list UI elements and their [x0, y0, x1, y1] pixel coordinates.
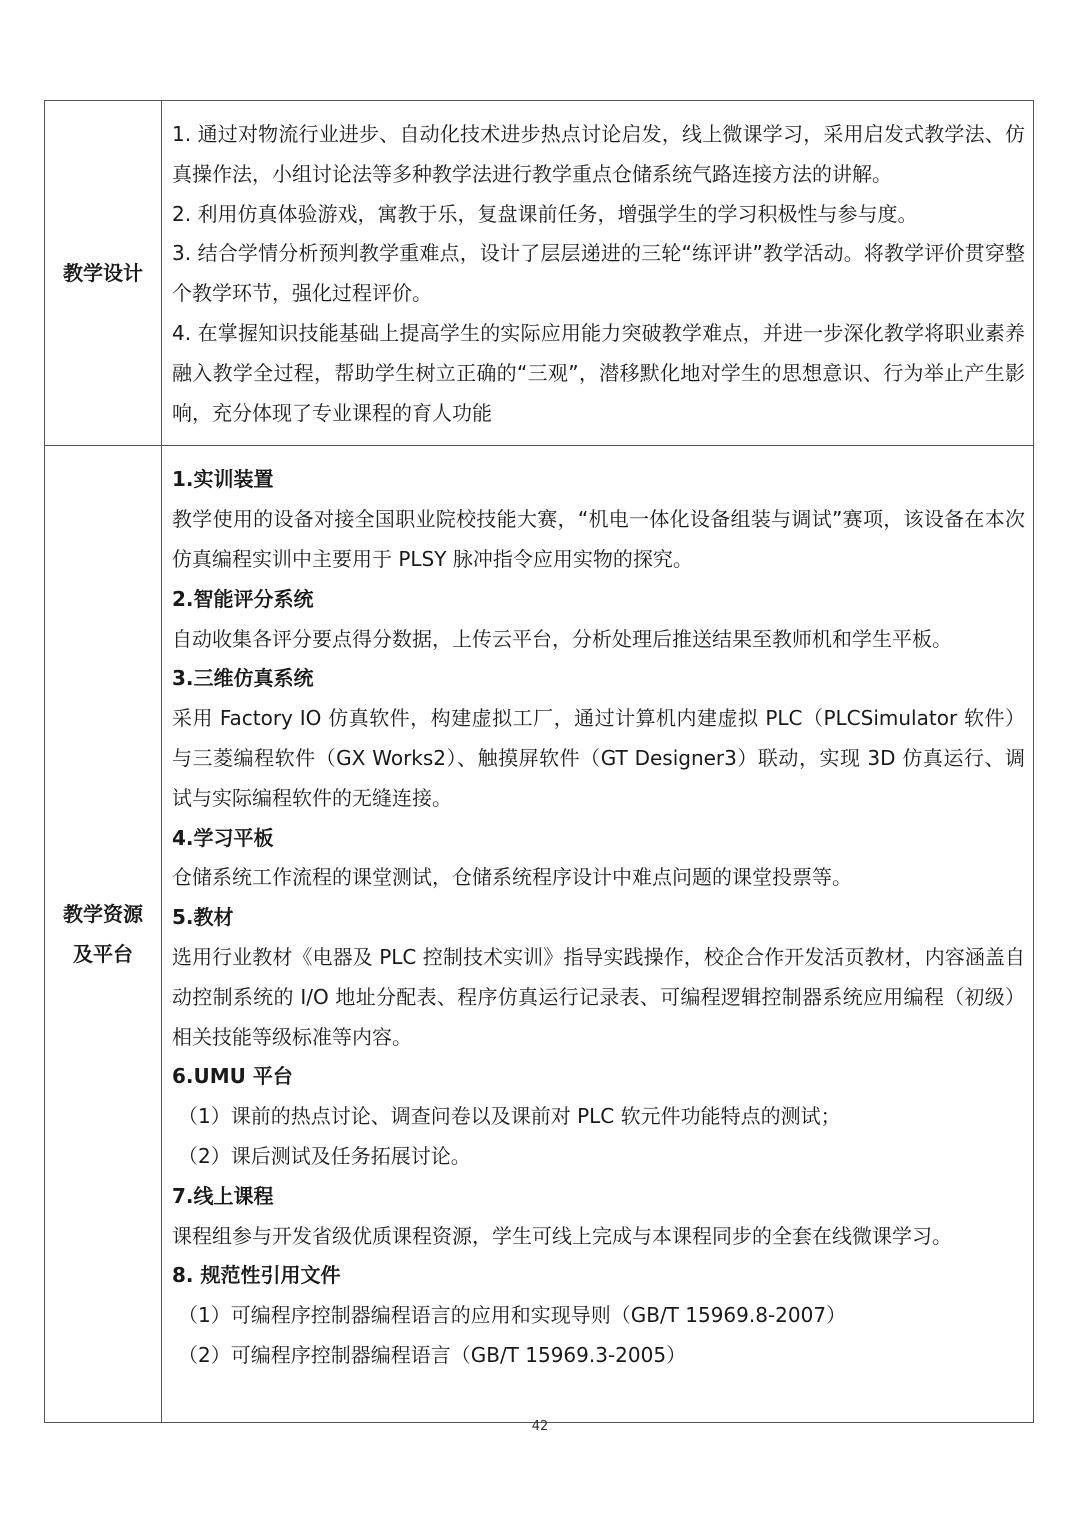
design-item-4: 4. 在掌握知识技能基础上提高学生的实际应用能力突破教学难点，并进一步深化教学将职业素养融入教学全过程，帮助学生树立正确的“三观”，潜移默化地对学生的思想意识、行为举止产生影响，充分体现了专业课程的育人功能 [172, 320, 1025, 425]
design-item-2: 2. 利用仿真体验游戏，寓教于乐，复盘课前任务，增强学生的学习积极性与参与度。 [172, 201, 918, 226]
teaching-design-row [45, 101, 1034, 446]
section-text-learning-tablet: 仓储系统工作流程的课堂测试，仓储系统程序设计中难点问题的课堂投票等。 [172, 865, 852, 890]
resources-label [45, 446, 162, 1423]
teaching-design-label [45, 101, 162, 446]
section-text-simulation-system: 采用 Factory IO 仿真软件，构建虚拟工厂，通过计算机内建虚拟 PLC（PLCSimulator 软件）与三菱编程软件（GX Works2）、触摸屏软件（GT Designer3）联动，实现 3D 仿真运行、调试与实际编程软件的无缝连接。 [172, 706, 1025, 810]
section-heading-textbook: 5.教材 [172, 905, 234, 930]
teaching-design-content [162, 101, 1034, 446]
section-heading-umu-platform: 6.UMU 平台 [172, 1064, 293, 1089]
section-text-online-course: 课程组参与开发省级优质课程资源，学生可线上完成与本课程同步的全套在线微课学习。 [172, 1223, 952, 1248]
design-item-1: 1. 通过对物流行业进步、自动化技术进步热点讨论启发，线上微课学习，采用启发式教学法、仿真操作法，小组讨论法等多种教学法进行教学重点仓储系统气路连接方法的讲解。 [172, 122, 1025, 186]
page-number: 42 [531, 1419, 549, 1434]
section-sub-reference-2: （2）可编程序控制器编程语言（GB/T 15969.3-2005） [178, 1342, 687, 1367]
section-sub-umu-1: （1）课前的热点讨论、调查问卷以及课前对 PLC 软元件功能特点的测试； [178, 1104, 841, 1129]
section-text-scoring-system: 自动收集各评分要点得分数据，上传云平台，分析处理后推送结果至教师机和学生平板。 [172, 626, 952, 651]
section-sub-umu-2: （2）课后测试及任务拓展讨论。 [178, 1143, 471, 1168]
section-heading-normative-references: 8. 规范性引用文件 [172, 1263, 341, 1288]
content-table [44, 100, 1034, 1423]
resources-label-line2: 及平台 [73, 942, 133, 967]
section-heading-training-device: 1.实训装置 [172, 467, 274, 492]
section-sub-reference-1: （1）可编程序控制器编程语言的应用和实现导则（GB/T 15969.8-2007） [178, 1303, 847, 1328]
teaching-design-label-text: 教学设计 [63, 261, 143, 286]
resources-row [45, 446, 1034, 1423]
section-heading-simulation-system: 3.三维仿真系统 [172, 666, 314, 691]
section-heading-online-course: 7.线上课程 [172, 1183, 274, 1208]
resources-content [162, 446, 1034, 1423]
section-heading-learning-tablet: 4.学习平板 [172, 825, 274, 850]
section-text-training-device: 教学使用的设备对接全国职业院校技能大赛，“机电一体化设备组装与调试”赛项，该设备在本次仿真编程实训中主要用于 PLSY 脉冲指令应用实物的探究。 [172, 507, 1025, 571]
section-heading-scoring-system: 2.智能评分系统 [172, 586, 314, 611]
section-text-textbook: 选用行业教材《电器及 PLC 控制技术实训》指导实践操作，校企合作开发活页教材，内容涵盖自动控制系统的 I/O 地址分配表、程序仿真运行记录表、可编程逻辑控制器系统应用编程（初级）相关技能等级标准等内容。 [172, 944, 1025, 1049]
resources-label-line1: 教学资源 [63, 902, 143, 927]
design-item-3: 3. 结合学情分析预判教学重难点，设计了层层递进的三轮“练评讲”教学活动。将教学评价贯穿整个教学环节，强化过程评价。 [172, 241, 1025, 306]
